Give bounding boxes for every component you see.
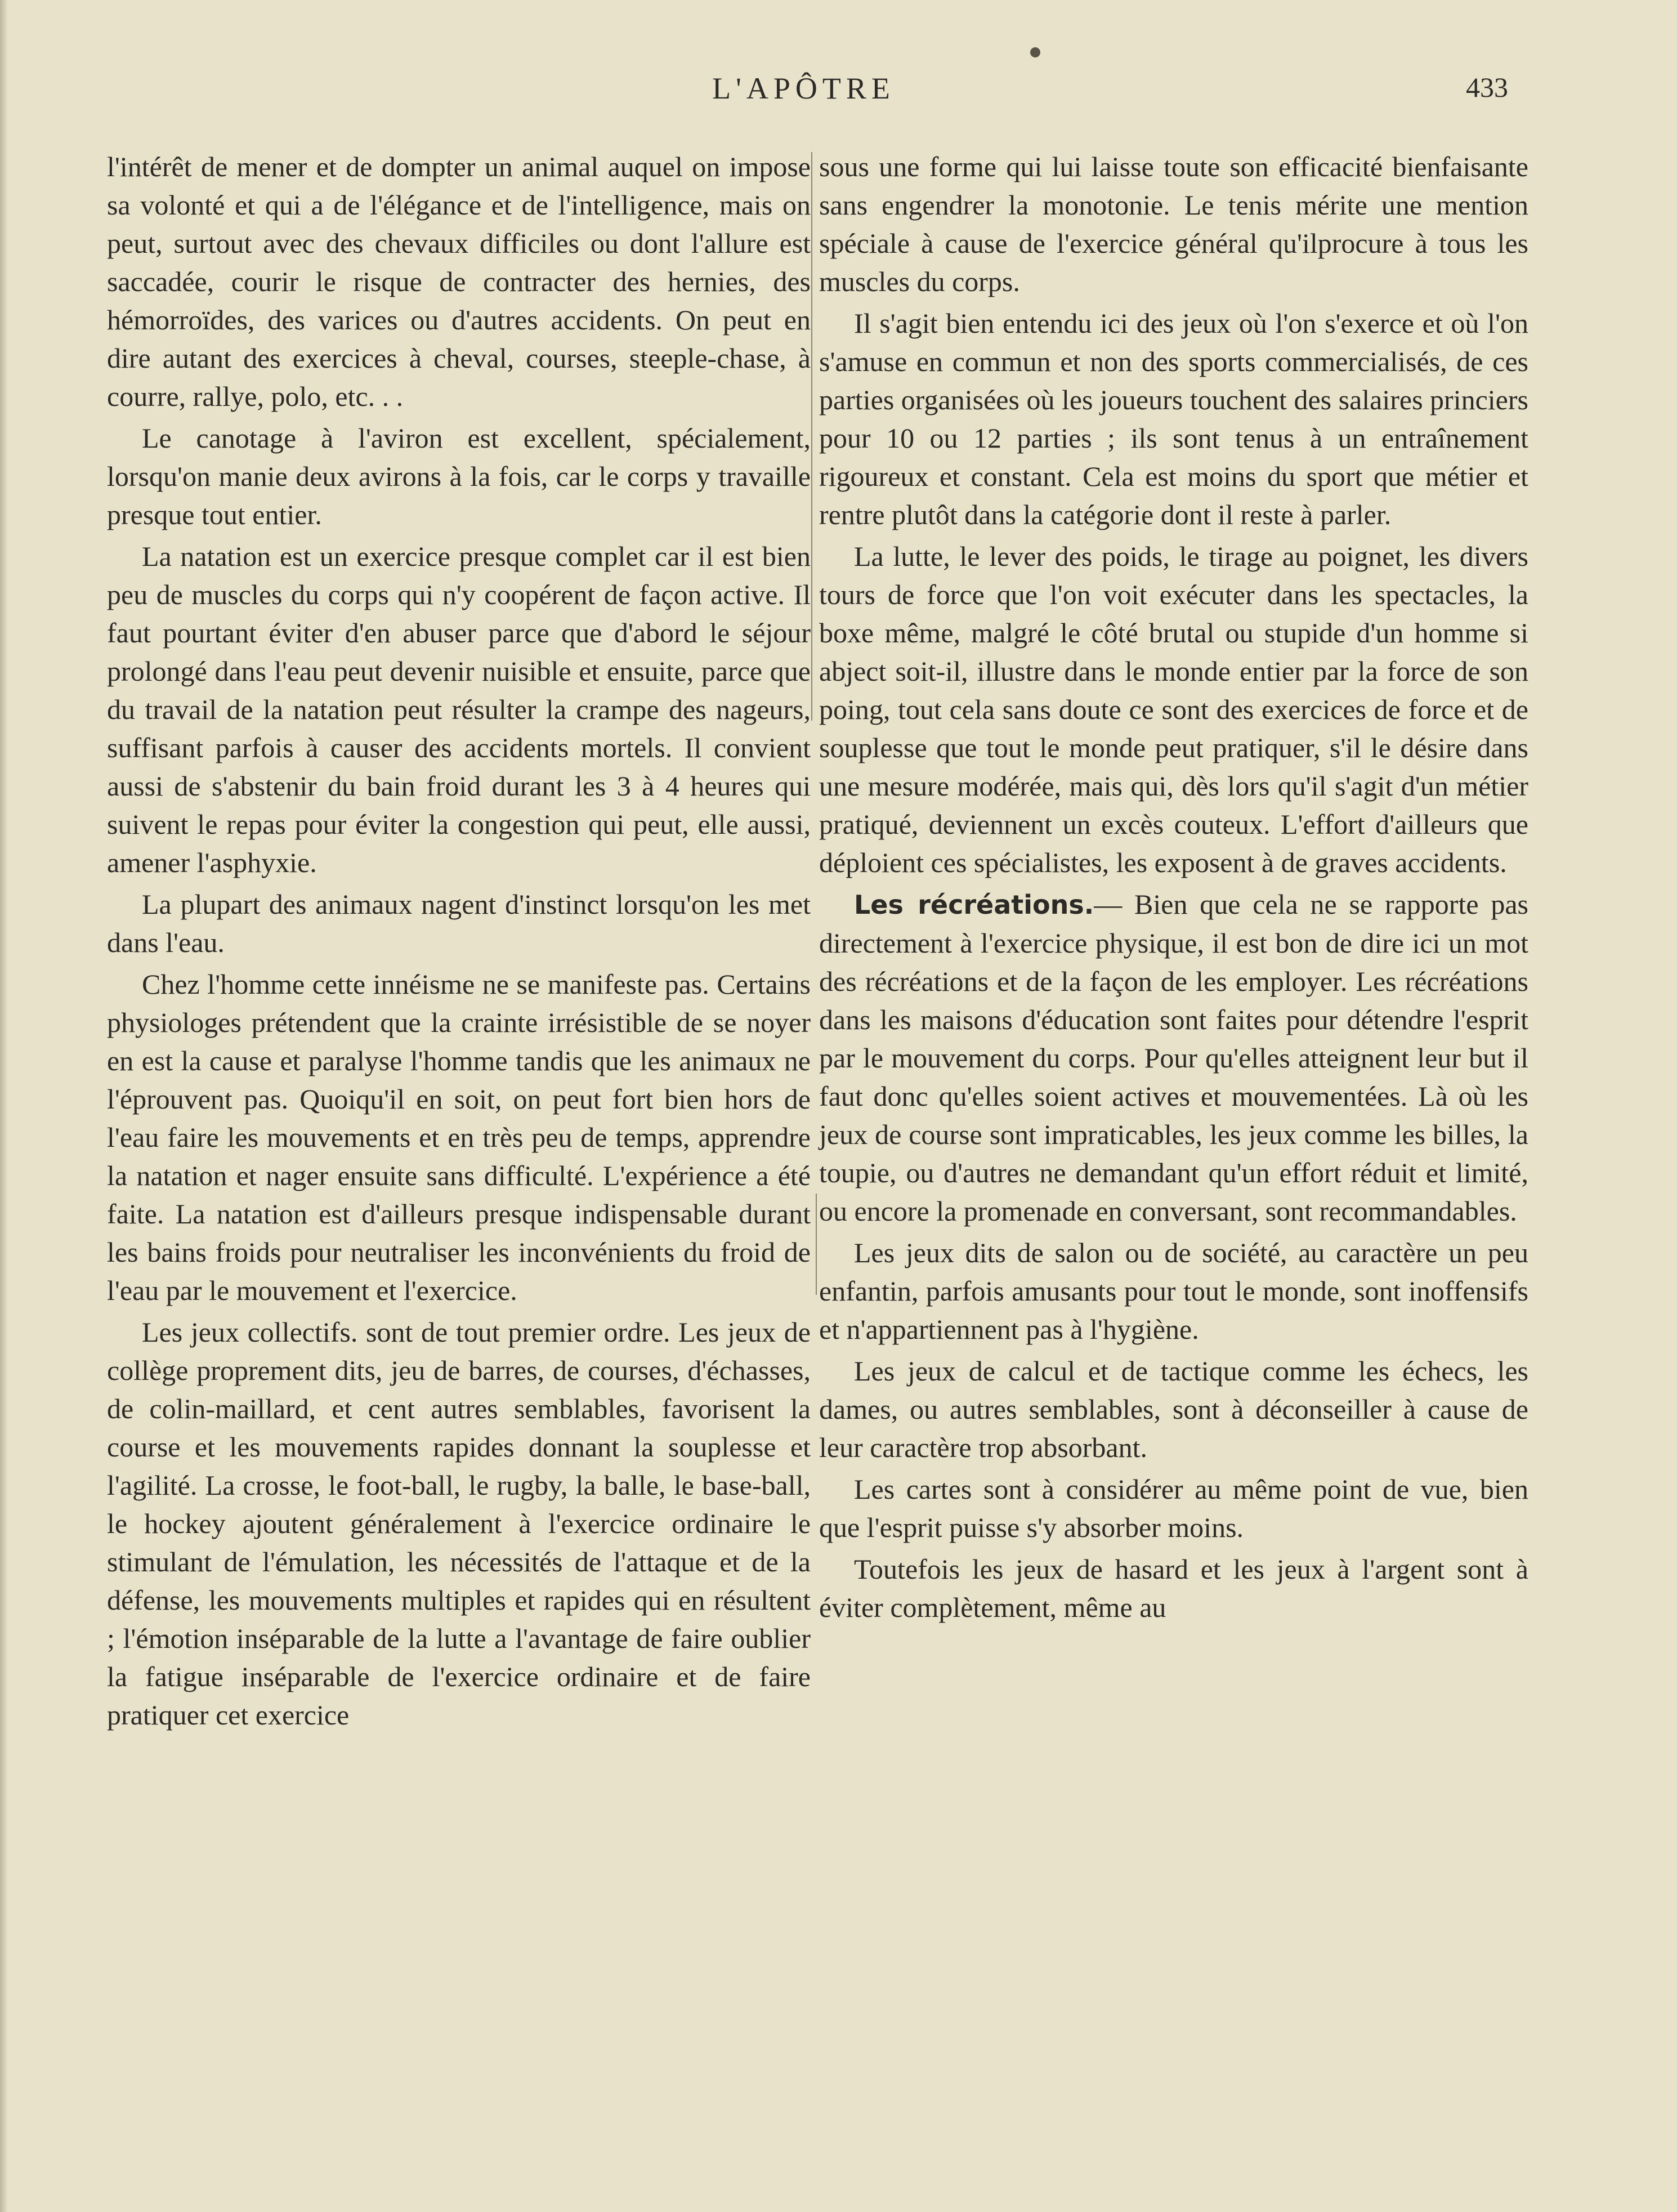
paragraph: Les jeux dits de salon ou de société, au caractère un peu enfantin, parfois amusants pour tout le monde, sont inoffensifs et n'appartiennent pas à l'hygiène.	[819, 1237, 1528, 1345]
running-title: L'APÔTRE	[712, 72, 895, 105]
section-paragraph	[819, 885, 1528, 1230]
column-divider-lower	[816, 1194, 817, 1295]
running-head	[0, 66, 1677, 106]
ink-spot	[1030, 47, 1040, 57]
paragraph: Les cartes sont à considérer au même point de vue, bien que l'esprit puisse s'y absorber moins.	[819, 1473, 1528, 1543]
paragraph: l'intérêt de mener et de dompter un animal auquel on impose sa volonté et qui a de l'élégance et de l'intelligence, mais on peut, surtout avec des chevaux difficiles ou dont l'allure est saccadée, courir le risque de contracter des hernies, des hémorroïdes, des varices ou d'autres accidents. On peut en dire autant des exercices à cheval, courses, steeple-chase, à courre, rallye, polo, etc. . .	[107, 151, 811, 412]
column-divider	[811, 152, 812, 721]
paragraph: Il s'agit bien entendu ici des jeux où l'on s'exerce et où l'on s'amuse en commun et non des sports commercialisés, de ces parties organisées où les joueurs touchent des salaires princiers pour 10 ou 12 parties ; ils sont tenus à un entraînement rigoureux et constant. Cela est moins du sport que métier et rentre plutôt dans la catégorie dont il reste à parler.	[819, 307, 1528, 530]
paragraph: Les jeux collectifs. sont de tout premier ordre. Les jeux de collège proprement dits, jeu de barres, de courses, d'échasses, de colin-maillard, et cent autres semblables, favorisent la course et les mouvements rapides donnant la souplesse et l'agilité. La crosse, le foot-ball, le rugby, la balle, le base-ball, le hockey ajoutent généralement à l'exercice ordinaire le stimulant de l'émulation, les nécessités de l'attaque et de la défense, les mouvements multiples et rapides qui en résultent ; l'émotion inséparable de la lutte a l'avantage de faire oublier la fatigue inséparable de l'exercice ordinaire et de faire pratiquer cet exercice	[107, 1316, 811, 1731]
paragraph: Les jeux de calcul et de tactique comme les échecs, les dames, ou autres semblables, sont à déconseiller à cause de leur caractère trop absorbant.	[819, 1355, 1528, 1463]
paragraph: Chez l'homme cette innéisme ne se manifeste pas. Certains physiologes prétendent que la crainte irrésistible de se noyer en est la cause et paralyse l'homme tandis que les animaux ne l'éprouvent pas. Quoiqu'il en soit, on peut fort bien hors de l'eau faire les mouvements et en très peu de temps, apprendre la natation et nager ensuite sans difficulté. L'expérience a été faite. La natation est d'ailleurs presque indispensable durant les bains froids pour neutraliser les inconvénients du froid de l'eau par le mouvement et l'exercice.	[107, 968, 811, 1306]
paragraph: La plupart des animaux nagent d'instinct lorsqu'on les met dans l'eau.	[107, 888, 811, 958]
left-column	[107, 148, 811, 1737]
paragraph: La lutte, le lever des poids, le tirage au poignet, les divers tours de force que l'on voit exécuter dans les spectacles, la boxe même, malgré le côté brutal ou stupide d'un homme si abject soit-il, illustre dans le monde entier par la force de son poing, tout cela sans doute ce sont des exercices de force et de souplesse que tout le monde peut pratiquer, s'il le désire dans une mesure modérée, mais qui, dès lors qu'il s'agit d'un métier pratiqué, deviennent un excès couteux. L'effort d'ailleurs que déploient ces spécialistes, les exposent à de graves accidents.	[819, 540, 1528, 878]
section-heading: Les récréations.	[854, 890, 1094, 920]
right-column	[819, 148, 1528, 1630]
section-text: — Bien que cela ne se rapporte pas directement à l'exercice physique, il est bon de dire ici un mot des récréations et de la façon de les employer. Les récréations dans les maisons d'éducation sont faites pour détendre l'esprit par le mouvement du corps. Pour qu'elles atteignent leur but il faut donc qu'elles soient actives et mouvementées. Là où les jeux de course sont impraticables, les jeux comme les billes, la toupie, ou d'autres ne demandant qu'un effort réduit et limité, ou encore la promenade en conversant, sont recommandables.	[819, 888, 1528, 1227]
paragraph: sous une forme qui lui laisse toute son efficacité bienfaisante sans engendrer la monotonie. Le tenis mérite une mention spéciale à cause de l'exercice général qu'ilprocure à tous les muscles du corps.	[819, 151, 1528, 297]
paragraph: La natation est un exercice presque complet car il est bien peu de muscles du corps qui n'y coopérent de façon active. Il faut pourtant éviter d'en abuser parce que d'abord le séjour prolongé dans l'eau peut devenir nuisible et ensuite, parce que du travail de la natation peut résulter la crampe des nageurs, suffisant parfois à causer des accidents mortels. Il convient aussi de s'abstenir du bain froid durant les 3 à 4 heures qui suivent le repas pour éviter la congestion qui peut, elle aussi, amener l'asphyxie.	[107, 540, 811, 878]
page-number: 433	[1466, 72, 1508, 103]
paragraph: Toutefois les jeux de hasard et les jeux à l'argent sont à éviter complètement, même au	[819, 1553, 1528, 1623]
page-edge-shadow	[0, 0, 8, 2212]
paragraph: Le canotage à l'aviron est excellent, spécialement, lorsqu'on manie deux avirons à la fois, car le corps y travaille presque tout entier.	[107, 422, 811, 530]
